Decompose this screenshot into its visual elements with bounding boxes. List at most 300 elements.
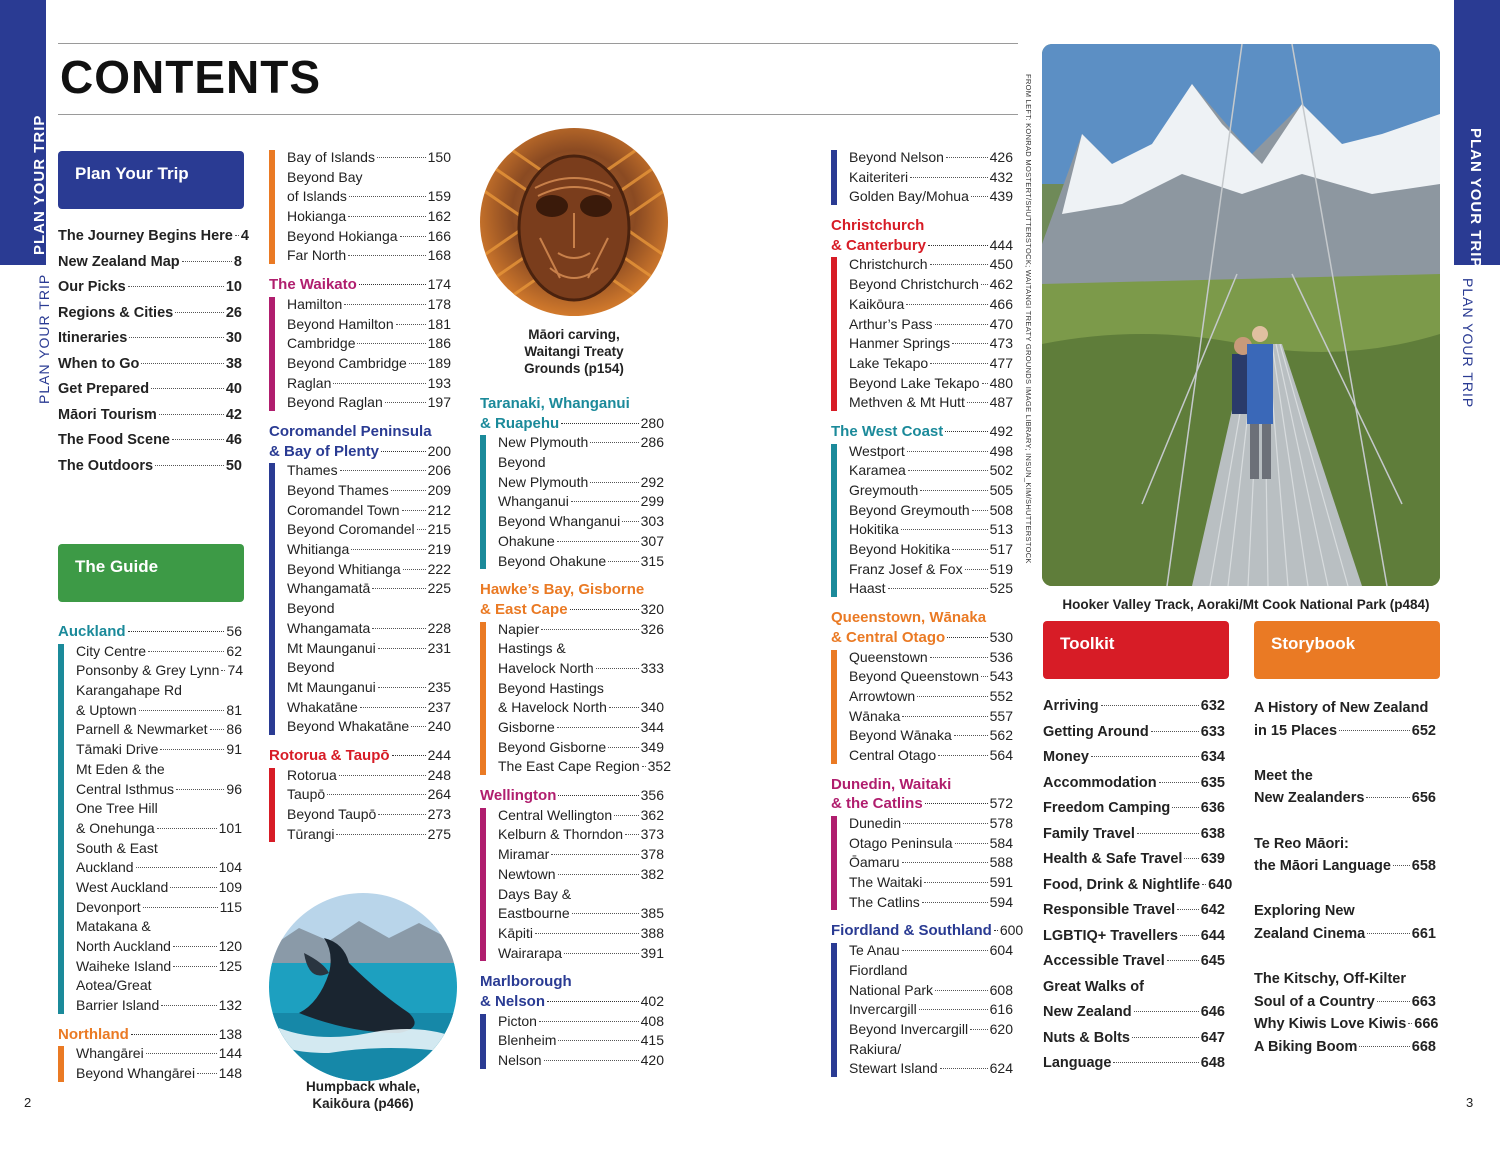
dot-leader: [994, 930, 998, 931]
toc-entry[interactable]: [287, 619, 451, 639]
section-entries: [831, 148, 1013, 207]
title-top-rule: [58, 43, 1018, 44]
toc-entry[interactable]: [849, 275, 1013, 295]
page-number: 444: [989, 236, 1013, 253]
toc-entry[interactable]: [76, 642, 242, 662]
toc-entry[interactable]: [1043, 975, 1225, 1001]
toc-entry[interactable]: [58, 250, 242, 276]
toc-entry[interactable]: [498, 757, 671, 777]
toc-entry[interactable]: [58, 301, 242, 327]
entry-title: Rotorua: [287, 766, 337, 783]
page-number: 275: [427, 825, 451, 842]
toc-entry[interactable]: [849, 374, 1013, 394]
entry-title: Central Wellington: [498, 806, 613, 823]
section-heading-entry[interactable]: [831, 921, 1024, 941]
toc-entry[interactable]: [76, 976, 242, 996]
section-heading-entry[interactable]: [269, 275, 451, 295]
toc-entry[interactable]: [498, 453, 664, 473]
toc-entry[interactable]: [1254, 923, 1436, 946]
humpback-whale-photo: [269, 893, 457, 1081]
toc-entry[interactable]: [287, 315, 451, 335]
entry-title: Beyond Christchurch: [849, 276, 979, 293]
section-heading-entry[interactable]: [831, 608, 1013, 628]
toc-entry[interactable]: [1043, 847, 1225, 873]
toc-entry[interactable]: [76, 839, 242, 859]
toc-entry[interactable]: [498, 492, 664, 512]
toc-entry[interactable]: [1254, 810, 1436, 833]
toc-entry[interactable]: [1254, 878, 1436, 901]
dot-leader: [564, 953, 639, 954]
page-number: 594: [989, 893, 1013, 910]
toc-entry[interactable]: [1254, 900, 1436, 923]
section-heading-entry[interactable]: [480, 394, 664, 414]
toc-entry[interactable]: [849, 295, 1013, 315]
toc-entry[interactable]: [849, 834, 1013, 854]
section-heading-entry[interactable]: [831, 628, 1013, 648]
toc-entry[interactable]: [76, 661, 242, 681]
toc-entry[interactable]: [849, 520, 1013, 540]
toc-entry[interactable]: [287, 481, 451, 501]
section-heading-entry[interactable]: [480, 600, 664, 620]
toc-entry[interactable]: [287, 698, 451, 718]
toc-entry[interactable]: [287, 207, 451, 227]
toc-entry[interactable]: [849, 667, 1013, 687]
section-color-bar: [269, 768, 275, 843]
toc-entry[interactable]: [287, 560, 451, 580]
toc-entry[interactable]: [76, 720, 242, 740]
dot-leader: [558, 795, 638, 796]
toc-entry[interactable]: [76, 1064, 242, 1084]
entry-title: South & East: [76, 839, 158, 856]
section-heading-entry[interactable]: [269, 422, 451, 442]
entry-title: Beyond Whitianga: [287, 560, 401, 577]
toc-entry[interactable]: [76, 780, 242, 800]
toc-entry[interactable]: [849, 148, 1013, 168]
toc-entry[interactable]: [287, 579, 451, 599]
toc-entry[interactable]: [498, 865, 664, 885]
toc-entry[interactable]: [849, 354, 1013, 374]
page-number: 115: [219, 898, 242, 915]
dot-leader: [403, 569, 426, 570]
toc-entry[interactable]: [1043, 873, 1233, 899]
page-number: 388: [640, 924, 664, 941]
toc-entry[interactable]: [498, 885, 664, 905]
toc-entry[interactable]: [498, 806, 664, 826]
dot-leader: [129, 337, 224, 338]
page-number: 658: [1411, 858, 1436, 875]
toc-entry[interactable]: [1254, 833, 1436, 856]
page-number: 620: [989, 1020, 1013, 1037]
toc-entry[interactable]: [287, 227, 451, 247]
toc-entry[interactable]: [498, 639, 664, 659]
section-heading: [480, 786, 664, 806]
toc-entry[interactable]: [849, 726, 1013, 746]
toc-entry[interactable]: [849, 707, 1013, 727]
page-number: 292: [640, 473, 664, 490]
toc-entry[interactable]: [287, 785, 451, 805]
page-number: 616: [989, 1001, 1013, 1018]
entry-title: Beyond Hokianga: [287, 227, 398, 244]
section-heading-entry[interactable]: [480, 580, 664, 600]
toc-entry[interactable]: [287, 520, 451, 540]
toc-entry[interactable]: [1043, 949, 1225, 975]
page-number: 426: [989, 149, 1013, 165]
section-heading: [269, 275, 451, 295]
toc-entry[interactable]: [498, 659, 664, 679]
toc-entry[interactable]: [498, 433, 664, 453]
dot-leader: [935, 324, 988, 325]
page-number: 46: [225, 432, 242, 448]
toc-entry[interactable]: [287, 334, 451, 354]
section-heading-entry[interactable]: [269, 442, 451, 462]
toc-entry[interactable]: [58, 224, 249, 250]
toc-entry[interactable]: [287, 295, 451, 315]
toc-entry[interactable]: [498, 904, 664, 924]
toc-entry[interactable]: [1254, 991, 1436, 1014]
page-number: 148: [218, 1065, 242, 1082]
toc-entry[interactable]: [58, 428, 242, 454]
toc-entry[interactable]: [1254, 946, 1436, 969]
entry-title: Beyond: [287, 659, 335, 676]
dot-leader: [235, 235, 239, 236]
toc-entry[interactable]: [1043, 771, 1225, 797]
entry-title: Havelock North: [498, 659, 594, 676]
page-number: 42: [225, 406, 242, 423]
toc-entry[interactable]: [498, 620, 664, 640]
page-number: 415: [640, 1032, 664, 1049]
toc-entry[interactable]: [1254, 1013, 1439, 1036]
toc-entry[interactable]: [76, 701, 242, 721]
toc-entry[interactable]: [1254, 968, 1436, 991]
section-heading-entry[interactable]: [480, 972, 664, 992]
toc-entry[interactable]: [76, 1044, 242, 1064]
toc-entry[interactable]: [287, 374, 451, 394]
toc-entry[interactable]: [498, 552, 664, 572]
dot-leader: [922, 902, 988, 903]
toc-entry[interactable]: [849, 334, 1013, 354]
entry-title: New Plymouth: [498, 473, 589, 490]
dot-leader: [981, 284, 988, 285]
dot-leader: [172, 439, 224, 440]
toc-entry[interactable]: [287, 658, 451, 678]
toc-entry[interactable]: [849, 1059, 1013, 1079]
section-entries: [831, 648, 1013, 766]
toc-entry[interactable]: [849, 461, 1013, 481]
page-number: 193: [427, 374, 451, 391]
page-number: 608: [989, 981, 1013, 998]
entry-title: Kelburn & Thorndon: [498, 826, 624, 843]
toc-entry[interactable]: [849, 1000, 1013, 1020]
toc-entry[interactable]: [76, 996, 242, 1016]
page-number: 432: [989, 168, 1013, 185]
toc-entry[interactable]: [76, 819, 242, 839]
toc-entry[interactable]: [849, 481, 1013, 501]
left-section-tab-label: PLAN YOUR TRIP: [31, 114, 48, 255]
page-number: 462: [989, 276, 1013, 293]
section-entries: [269, 766, 451, 845]
toc-entry[interactable]: [1043, 924, 1225, 950]
toc-entry[interactable]: [58, 454, 242, 480]
page-number: 536: [989, 648, 1013, 665]
toc-entry[interactable]: [1254, 697, 1436, 720]
dot-leader: [930, 657, 988, 658]
dot-leader: [340, 470, 426, 471]
toc-entry[interactable]: [849, 746, 1013, 766]
toc-entry[interactable]: [76, 760, 242, 780]
entry-title: Health & Safe Travel: [1043, 851, 1183, 867]
toc-entry[interactable]: [1254, 1036, 1436, 1059]
entry-title: Hanmer Springs: [849, 335, 951, 352]
toc-entry[interactable]: [1043, 796, 1225, 822]
section-heading-entry[interactable]: [58, 622, 242, 642]
page-number: 280: [640, 414, 664, 431]
dot-leader: [173, 946, 217, 947]
toc-entry[interactable]: [58, 326, 242, 352]
toc-entry[interactable]: [287, 168, 451, 188]
page-number: 320: [640, 600, 664, 617]
toc-entry[interactable]: [76, 740, 242, 760]
toc-entry[interactable]: [498, 1012, 664, 1032]
entry-title: Beyond Whanganui: [498, 513, 621, 530]
toc-entry[interactable]: [498, 698, 664, 718]
toc-entry[interactable]: [58, 377, 242, 403]
toc-entry[interactable]: [287, 501, 451, 521]
page-number: 101: [218, 819, 242, 836]
toc-entry[interactable]: [58, 403, 242, 429]
section-heading-entry[interactable]: [831, 236, 1013, 256]
entry-title: Coromandel Peninsula: [269, 422, 432, 440]
section-heading-entry[interactable]: [831, 422, 1013, 442]
page-number: 40: [225, 381, 242, 397]
toc-entry[interactable]: [498, 679, 664, 699]
toc-entry[interactable]: [849, 1040, 1013, 1060]
toc-entry[interactable]: [849, 315, 1013, 335]
toc-entry[interactable]: [849, 1020, 1013, 1040]
entry-title: Beyond Queenstown: [849, 668, 979, 685]
page-number: 502: [989, 462, 1013, 479]
section-heading-entry[interactable]: [480, 992, 664, 1012]
toc-entry[interactable]: [849, 981, 1013, 1001]
toc-entry[interactable]: [76, 957, 242, 977]
section-heading-entry[interactable]: [480, 414, 664, 434]
toc-entry[interactable]: [1043, 822, 1225, 848]
toc-entry[interactable]: [849, 853, 1013, 873]
toc-entry[interactable]: [1254, 765, 1436, 788]
entry-title: Methven & Mt Hutt: [849, 394, 965, 411]
toc-entry[interactable]: [76, 878, 242, 898]
toc-entry[interactable]: [58, 275, 242, 301]
toc-entry[interactable]: [498, 1051, 664, 1071]
section-color-bar: [480, 435, 486, 569]
toc-entry[interactable]: [287, 678, 451, 698]
toc-entry[interactable]: [76, 917, 242, 937]
page-number: 600: [999, 922, 1024, 939]
toc-entry[interactable]: [498, 532, 664, 552]
toc-entry[interactable]: [498, 512, 664, 532]
toc-entry[interactable]: [287, 187, 451, 207]
page-number: 564: [989, 746, 1013, 763]
toc-entry[interactable]: [1043, 745, 1225, 771]
toc-entry[interactable]: [1043, 1026, 1225, 1052]
toc-entry[interactable]: [498, 718, 664, 738]
dot-leader: [902, 716, 987, 717]
toc-entry[interactable]: [76, 898, 242, 918]
toc-entry[interactable]: [287, 393, 451, 413]
toc-entry[interactable]: [76, 799, 242, 819]
entry-title: The Catlins: [849, 893, 920, 910]
dot-leader: [608, 747, 638, 748]
toc-entry[interactable]: [498, 944, 664, 964]
entry-title: New Zealand Map: [58, 253, 180, 270]
section-waikato: [269, 275, 451, 413]
toc-entry[interactable]: [498, 845, 664, 865]
toc-entry[interactable]: [849, 501, 1013, 521]
entry-title: Ōamaru: [849, 854, 900, 871]
entry-title: Greymouth: [849, 482, 919, 498]
toc-entry[interactable]: [58, 352, 242, 378]
toc-entry[interactable]: [849, 648, 1013, 668]
page-number-right: 3: [1466, 1095, 1474, 1110]
entry-title: Beyond Coromandel: [287, 521, 415, 538]
section-heading-entry[interactable]: [58, 1025, 242, 1045]
entry-title: Karangahape Rd: [76, 682, 182, 699]
dot-leader: [920, 490, 987, 491]
toc-entry[interactable]: [498, 473, 664, 493]
toc-entry[interactable]: [849, 255, 1013, 275]
entry-title: Beyond: [498, 454, 546, 471]
entry-title: Cambridge: [287, 335, 356, 352]
toc-entry[interactable]: [498, 825, 664, 845]
toc-entry[interactable]: [849, 961, 1013, 981]
dot-leader: [928, 245, 988, 246]
section-entries: [831, 814, 1013, 912]
page-number: 584: [989, 834, 1013, 851]
toc-entry[interactable]: [498, 924, 664, 944]
page-number: 487: [989, 394, 1013, 411]
dot-leader: [902, 950, 988, 951]
dot-leader: [551, 854, 638, 855]
toc-entry[interactable]: [1254, 742, 1436, 765]
toc-entry[interactable]: [849, 893, 1013, 913]
section-heading-entry[interactable]: [831, 216, 1013, 236]
photo-credit: FROM LEFT: KONRAD MOSTERT/SHUTTERSTOCK; WAITANGI TREATY GROUNDS IMAGE LIBRARY; INSUN_KIM/SHUTTERSTOCK: [1024, 74, 1033, 564]
page-number: 642: [1200, 902, 1225, 918]
page-number: 477: [989, 354, 1013, 371]
toc-entry[interactable]: [287, 805, 451, 825]
section-color-bar: [831, 943, 837, 1077]
toc-entry[interactable]: [849, 393, 1013, 413]
toc-entry[interactable]: [849, 560, 1013, 580]
section-heading-entry[interactable]: [480, 786, 664, 806]
dot-leader: [561, 423, 638, 424]
section-northland2: [269, 148, 451, 266]
page-number: 578: [989, 815, 1013, 831]
toc-entry[interactable]: [287, 766, 451, 786]
entry-title: New Plymouth: [498, 434, 589, 451]
toc-entry[interactable]: [849, 187, 1013, 207]
section-heading-entry[interactable]: [269, 746, 451, 766]
toc-entry[interactable]: [1254, 720, 1436, 743]
entry-title: Whangamatā: [287, 580, 371, 597]
toc-entry[interactable]: [849, 814, 1013, 834]
section-heading-entry[interactable]: [831, 775, 1013, 795]
toc-entry[interactable]: [1254, 855, 1436, 878]
toc-entry[interactable]: [1043, 720, 1225, 746]
dot-leader: [952, 549, 987, 550]
toc-entry[interactable]: [287, 246, 451, 266]
maori-carving-image: [480, 128, 668, 316]
section-wellington: [480, 786, 664, 963]
entry-title: Hokianga: [287, 208, 347, 225]
entry-title: Food, Drink & Nightlife: [1043, 876, 1201, 893]
toc-entry[interactable]: [76, 858, 242, 878]
dot-leader: [910, 177, 988, 178]
toc-entry[interactable]: [849, 442, 1013, 462]
toc-entry[interactable]: [287, 717, 451, 737]
page-number: 264: [427, 786, 451, 803]
toolkit-box: Toolkit: [1043, 621, 1229, 679]
toc-entry[interactable]: [849, 687, 1013, 707]
page-number: 450: [989, 256, 1013, 273]
toc-entry[interactable]: [1043, 694, 1225, 720]
entry-title: Great Walks of: [1043, 978, 1144, 995]
entry-title: Matakana &: [76, 918, 151, 935]
page-number: 231: [427, 639, 451, 656]
page-number: 200: [427, 442, 451, 459]
toc-entry[interactable]: [287, 148, 451, 168]
toc-entry[interactable]: [287, 639, 451, 659]
dot-leader: [1184, 858, 1198, 859]
toc-entry[interactable]: [498, 1031, 664, 1051]
dot-leader: [128, 286, 224, 287]
dot-leader: [1159, 782, 1199, 783]
entry-title: Central Isthmus: [76, 780, 175, 797]
toc-entry[interactable]: [1043, 898, 1225, 924]
toc-entry[interactable]: [849, 941, 1013, 961]
dot-leader: [182, 261, 232, 262]
entry-title: Beyond Lake Tekapo: [849, 374, 980, 391]
toc-entry[interactable]: [76, 937, 242, 957]
toc-entry[interactable]: [76, 681, 242, 701]
section-fiordland: [831, 921, 1024, 1079]
toc-entry[interactable]: [498, 738, 664, 758]
toc-entry[interactable]: [287, 825, 451, 845]
entry-title: Golden Bay/Mohua: [849, 188, 969, 205]
entry-title: Eastbourne: [498, 905, 570, 922]
dot-leader: [954, 735, 988, 736]
toc-entry[interactable]: [1043, 1000, 1225, 1026]
dot-leader: [972, 510, 988, 511]
toc-entry[interactable]: [849, 579, 1013, 599]
toc-entry[interactable]: [849, 873, 1013, 893]
toc-entry[interactable]: [1254, 787, 1436, 810]
entry-title: & Onehunga: [76, 819, 155, 836]
entry-title: Mt Eden & the: [76, 760, 165, 777]
toc-entry[interactable]: [287, 540, 451, 560]
section-coromandel: [269, 422, 451, 737]
page-number: 645: [1200, 953, 1225, 969]
dot-leader: [541, 629, 638, 630]
page-number: 480: [989, 374, 1013, 391]
toc-entry[interactable]: [287, 461, 451, 481]
toc-entry[interactable]: [287, 354, 451, 374]
toc-entry[interactable]: [849, 540, 1013, 560]
section-heading-entry[interactable]: [831, 794, 1013, 814]
toc-entry[interactable]: [287, 599, 451, 619]
toc-entry[interactable]: [1043, 1051, 1225, 1077]
dot-leader: [544, 1060, 639, 1061]
toc-entry[interactable]: [849, 168, 1013, 188]
